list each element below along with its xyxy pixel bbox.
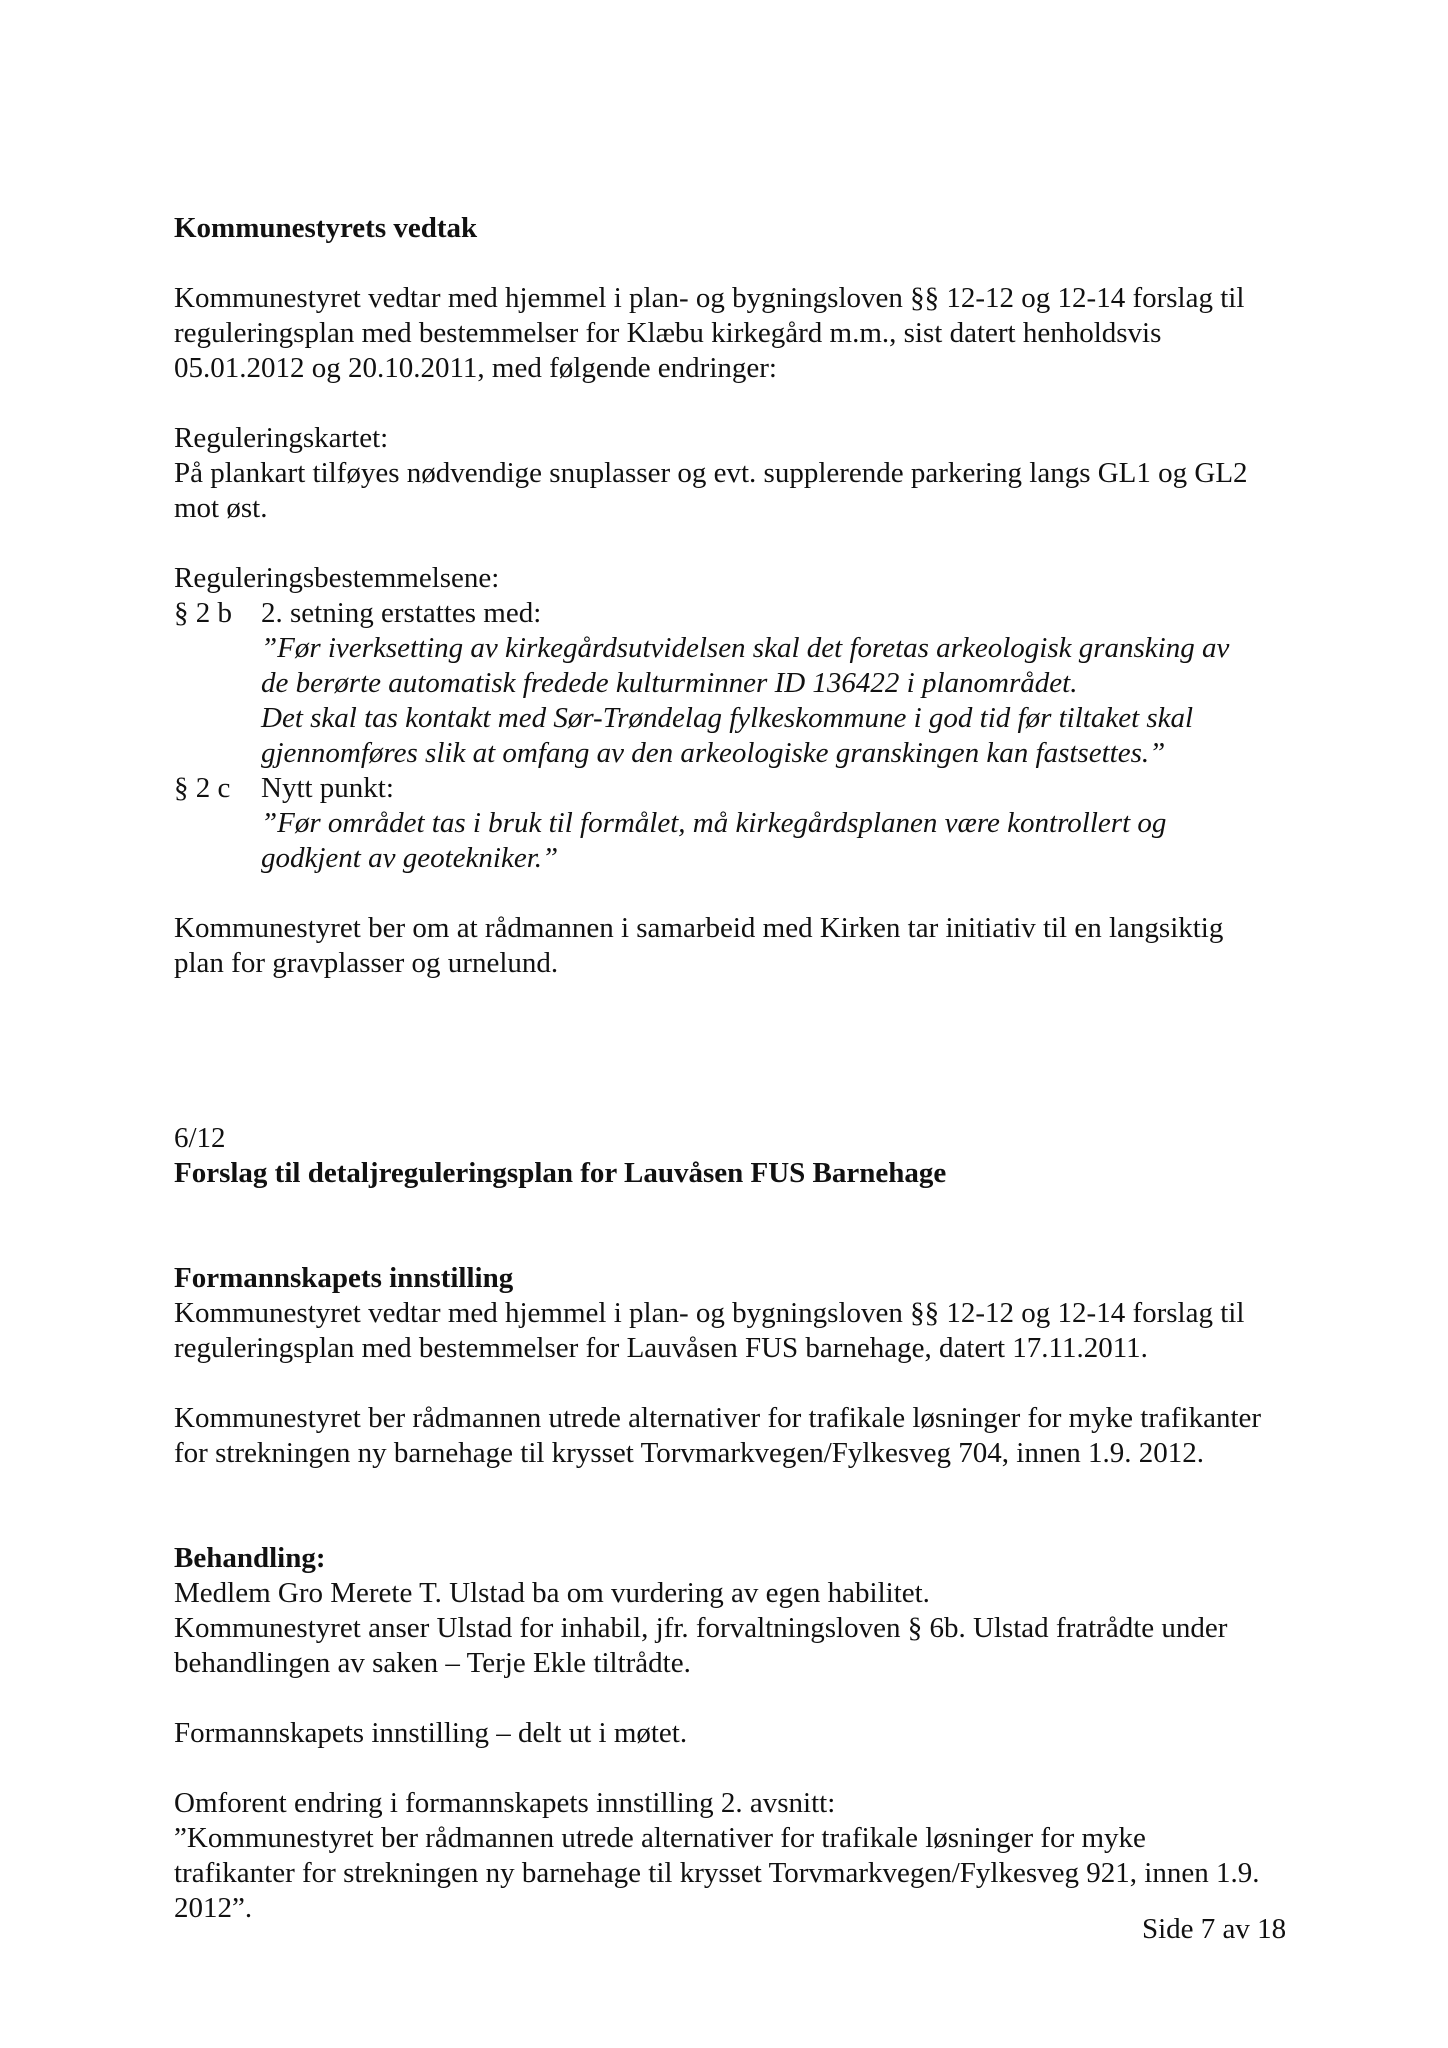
text-line: Kommunestyret vedtar med hjemmel i plan- og bygningsloven §§ 12-12 og 12-14 forslag til [174,1297,1245,1329]
text-line: Kommunestyret ber rådmannen utrede alternativer for trafikale løsninger for myke trafikanter [174,1402,1262,1434]
delt-ut-text: Formannskapets innstilling – delt ut i møtet. [174,1717,688,1749]
text-line: reguleringsplan med bestemmelser for Lauvåsen FUS barnehage, datert 17.11.2011. [174,1332,1148,1364]
page-number: Side 7 av 18 [1142,1913,1287,1945]
quote-line: Det skal tas kontakt med Sør-Trøndelag fylkeskommune i god tid før tiltaket skal [261,702,1194,734]
text-line: Kommunestyret ber om at rådmannen i samarbeid med Kirken tar initiativ til en langsiktig [174,912,1224,944]
case-number: 6/12 [174,1122,226,1154]
quote-line: ”Før området tas i bruk til formålet, må kirkegårdsplanen være kontrollert og [261,807,1167,839]
paragraph-2b [174,596,1294,771]
text-line: 2. setning erstattes med: [261,597,542,629]
document-page [174,211,1294,1926]
text-line: Medlem Gro Merete T. Ulstad ba om vurdering av egen habilitet. [174,1577,930,1609]
innstilling-heading: Formannskapets innstilling [174,1262,514,1294]
quote-line: ”Før iverksetting av kirkegårdsutvidelsen skal det foretas arkeologisk gransking av [261,632,1230,664]
paragraph-symbol: § 2 b [174,597,232,629]
text-line: behandlingen av saken – Terje Ekle tiltrådte. [174,1647,691,1679]
behandling-heading: Behandling: [174,1542,326,1574]
reguleringskartet-label: Reguleringskartet: [174,422,389,454]
paragraph-2c [174,771,1294,876]
text-line: Kommunestyret anser Ulstad for inhabil, jfr. forvaltningsloven § 6b. Ulstad fratrådte under [174,1612,1228,1644]
text-line: 05.01.2012 og 20.10.2011, med følgende endringer: [174,352,777,384]
text-line: for strekningen ny barnehage til krysset Torvmarkvegen/Fylkesveg 704, innen 1.9. 2012. [174,1437,1204,1469]
text-line: reguleringsplan med bestemmelser for Klæbu kirkegård m.m., sist datert henholdsvis [174,317,1162,349]
text-line: Nytt punkt: [261,772,394,804]
case-title: Forslag til detaljreguleringsplan for Lauvåsen FUS Barnehage [174,1157,947,1189]
text-line: ”Kommunestyret ber rådmannen utrede alternativer for trafikale løsninger for myke [174,1822,1146,1854]
quote-line: de berørte automatisk fredede kulturminner ID 136422 i planområdet. [261,667,1078,699]
vedtak-intro [174,281,1294,386]
text-line: plan for gravplasser og urnelund. [174,947,559,979]
quote-line: godkjent av geotekniker.” [261,842,559,874]
text-line: På plankart tilføyes nødvendige snuplasser og evt. supplerende parkering langs GL1 og GL2 [174,457,1248,489]
paragraph-symbol: § 2 c [174,772,231,804]
text-line: Kommunestyret vedtar med hjemmel i plan- og bygningsloven §§ 12-12 og 12-14 forslag til [174,282,1245,314]
text-line: Omforent endring i formannskapets innstilling 2. avsnitt: [174,1787,836,1819]
reguleringsbestemmelsene-label: Reguleringsbestemmelsene: [174,562,500,594]
section-heading: Kommunestyrets vedtak [174,212,478,244]
text-line: mot øst. [174,492,268,524]
text-line: trafikanter for strekningen ny barnehage til krysset Torvmarkvegen/Fylkesveg 921, innen 1.9. [174,1857,1260,1889]
quote-line: gjennomføres slik at omfang av den arkeologiske granskingen kan fastsettes.” [261,737,1166,769]
text-line: 2012”. [174,1892,253,1924]
